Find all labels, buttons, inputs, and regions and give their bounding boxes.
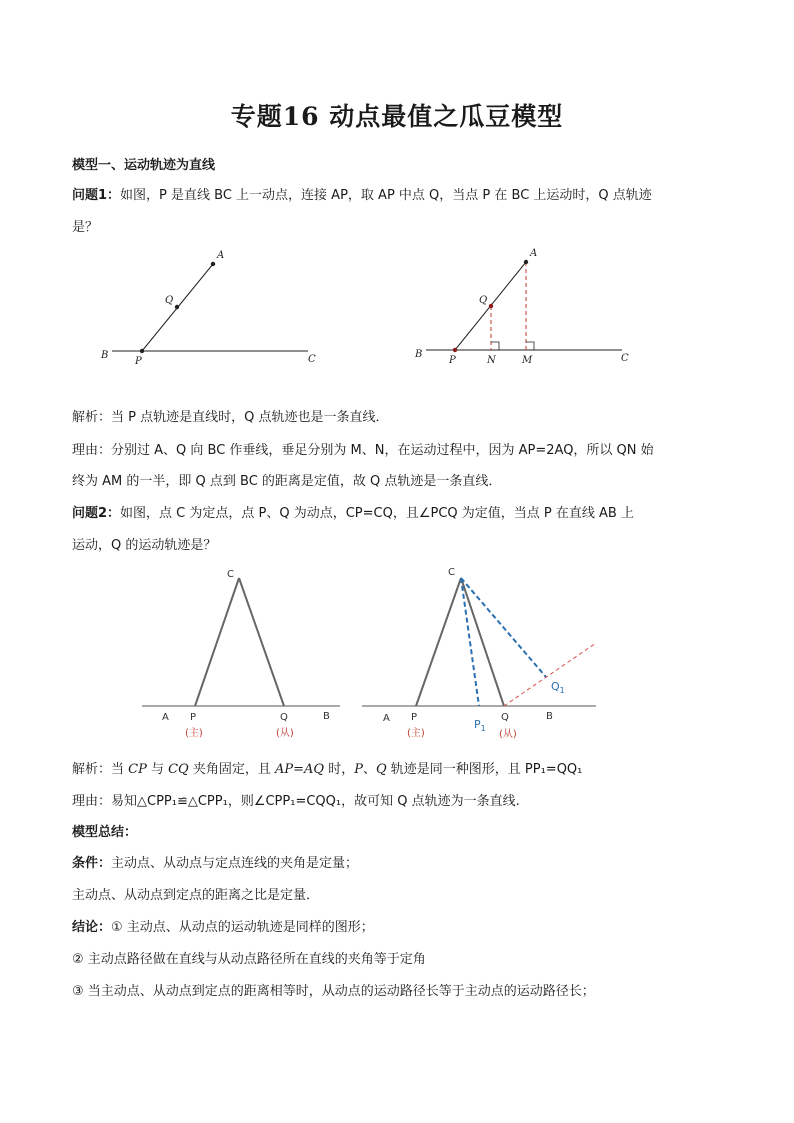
reason-1-line-2: 终为 AM 的一半，即 Q 点到 BC 的距离是定值，故 Q 点轨迹是一条直线． <box>72 474 502 489</box>
segment-cq <box>461 578 504 706</box>
label-p1-sub: 1 <box>480 724 486 733</box>
label-c: C <box>448 567 455 578</box>
question-1-label: 问题1： <box>72 188 121 203</box>
condition-line-2: 主动点、从动点到定点的距离之比是定量． <box>72 888 320 903</box>
label-q: Q <box>280 712 288 723</box>
label-a: A <box>383 713 390 724</box>
section-heading: 模型一、运动轨迹为直线 <box>72 158 216 173</box>
condition-1: 主动点、从动点与定点连线的夹角是定量； <box>111 856 359 871</box>
conclusion-line-2: ② 主动点路径做在直线与从动点路径所在直线的夹角等于定角 <box>72 952 426 967</box>
math-ap-aq: AP=AQ <box>274 762 325 777</box>
label-c: C <box>227 569 234 580</box>
analysis-2-sep: 、 <box>362 762 376 777</box>
question-2-text: 如图，点 C 为定点，点 P、Q 为动点，CP=CQ，且∠PCQ 为定值，当点 P 在直线 AB 上 <box>120 506 634 521</box>
math-q: Q <box>375 762 387 777</box>
conclusion-1: ① 主动点、从动点的运动轨迹是同样的图形； <box>111 920 374 935</box>
label-p: P <box>190 712 197 723</box>
analysis-2-end: 轨迹是同一种图形，且 PP₁=QQ₁ <box>386 762 583 777</box>
label-p: P <box>135 356 142 367</box>
math-cq: CQ <box>168 762 189 777</box>
label-c: C <box>621 353 629 364</box>
label-a: A <box>217 250 225 261</box>
label-q1-sub: 1 <box>559 686 565 695</box>
conclusion-label: 结论： <box>72 920 112 935</box>
label-slave: (从) <box>499 729 517 740</box>
label-p: P <box>411 712 418 723</box>
math-p: P <box>354 762 363 777</box>
segment-cp <box>416 578 461 706</box>
label-b: B <box>546 711 553 722</box>
label-q: Q <box>501 712 509 723</box>
conclusion-line-3: ③ 当主动点、从动点到定点的距离相等时，从动点的运动路径长等于主动点的运动路径长； <box>72 984 595 999</box>
label-q: Q <box>165 295 174 306</box>
label-b: B <box>101 350 109 361</box>
label-b: B <box>415 349 423 360</box>
analysis-2-prefix: 解析：当 <box>72 762 129 777</box>
label-a: A <box>530 248 538 259</box>
analysis-2 <box>72 760 732 780</box>
label-p1-main: P <box>474 718 481 731</box>
label-n: N <box>487 355 496 366</box>
question-1-text: 如图，P 是直线 BC 上一动点，连接 AP，取 AP 中点 Q，当点 P 在 BC 上运动时，Q 点轨迹 <box>120 188 652 203</box>
page-title: 专题16 动点最值之瓜豆模型 <box>230 102 564 131</box>
label-master: (主) <box>407 728 425 739</box>
reason-2: 理由：易知△CPP₁≌△CPP₁，则∠CPP₁=CQQ₁，故可知 Q 点轨迹为一条直线. <box>72 794 520 809</box>
label-b: B <box>323 711 330 722</box>
label-q1 <box>551 680 565 695</box>
conclusion-line-1 <box>72 918 732 938</box>
analysis-2-mid: 夹角固定，且 <box>188 762 275 777</box>
label-q1-main: Q <box>551 680 560 693</box>
analysis-2-with: 与 <box>146 762 169 777</box>
condition-line-1 <box>72 854 732 874</box>
label-c: C <box>308 354 316 365</box>
label-a: A <box>162 712 169 723</box>
question-2-label: 问题2： <box>72 506 121 521</box>
question-2-line-2: 运动，Q 的运动轨迹是？ <box>72 538 217 553</box>
analysis-2-mid2: 时， <box>324 762 355 777</box>
trajectory-q <box>504 643 596 706</box>
label-q: Q <box>479 295 488 306</box>
label-p: P <box>449 355 456 366</box>
analysis-1: 解析：当 P 点轨迹是直线时，Q 点轨迹也是一条直线． <box>72 410 389 425</box>
label-m: M <box>522 355 533 366</box>
math-cp: CP <box>128 762 147 777</box>
label-master: (主) <box>185 728 203 739</box>
question-1-line-2: 是？ <box>72 220 99 235</box>
segment-cq1 <box>461 578 546 677</box>
label-p1 <box>474 718 486 733</box>
label-slave: (从) <box>276 728 294 739</box>
condition-label: 条件： <box>72 856 112 871</box>
reason-1-line-1: 理由：分别过 A、Q 向 BC 作垂线，垂足分别为 M、N，在运动过程中，因为 AP=2AQ，所以 QN 始 <box>72 443 654 458</box>
summary-heading: 模型总结： <box>72 825 138 840</box>
